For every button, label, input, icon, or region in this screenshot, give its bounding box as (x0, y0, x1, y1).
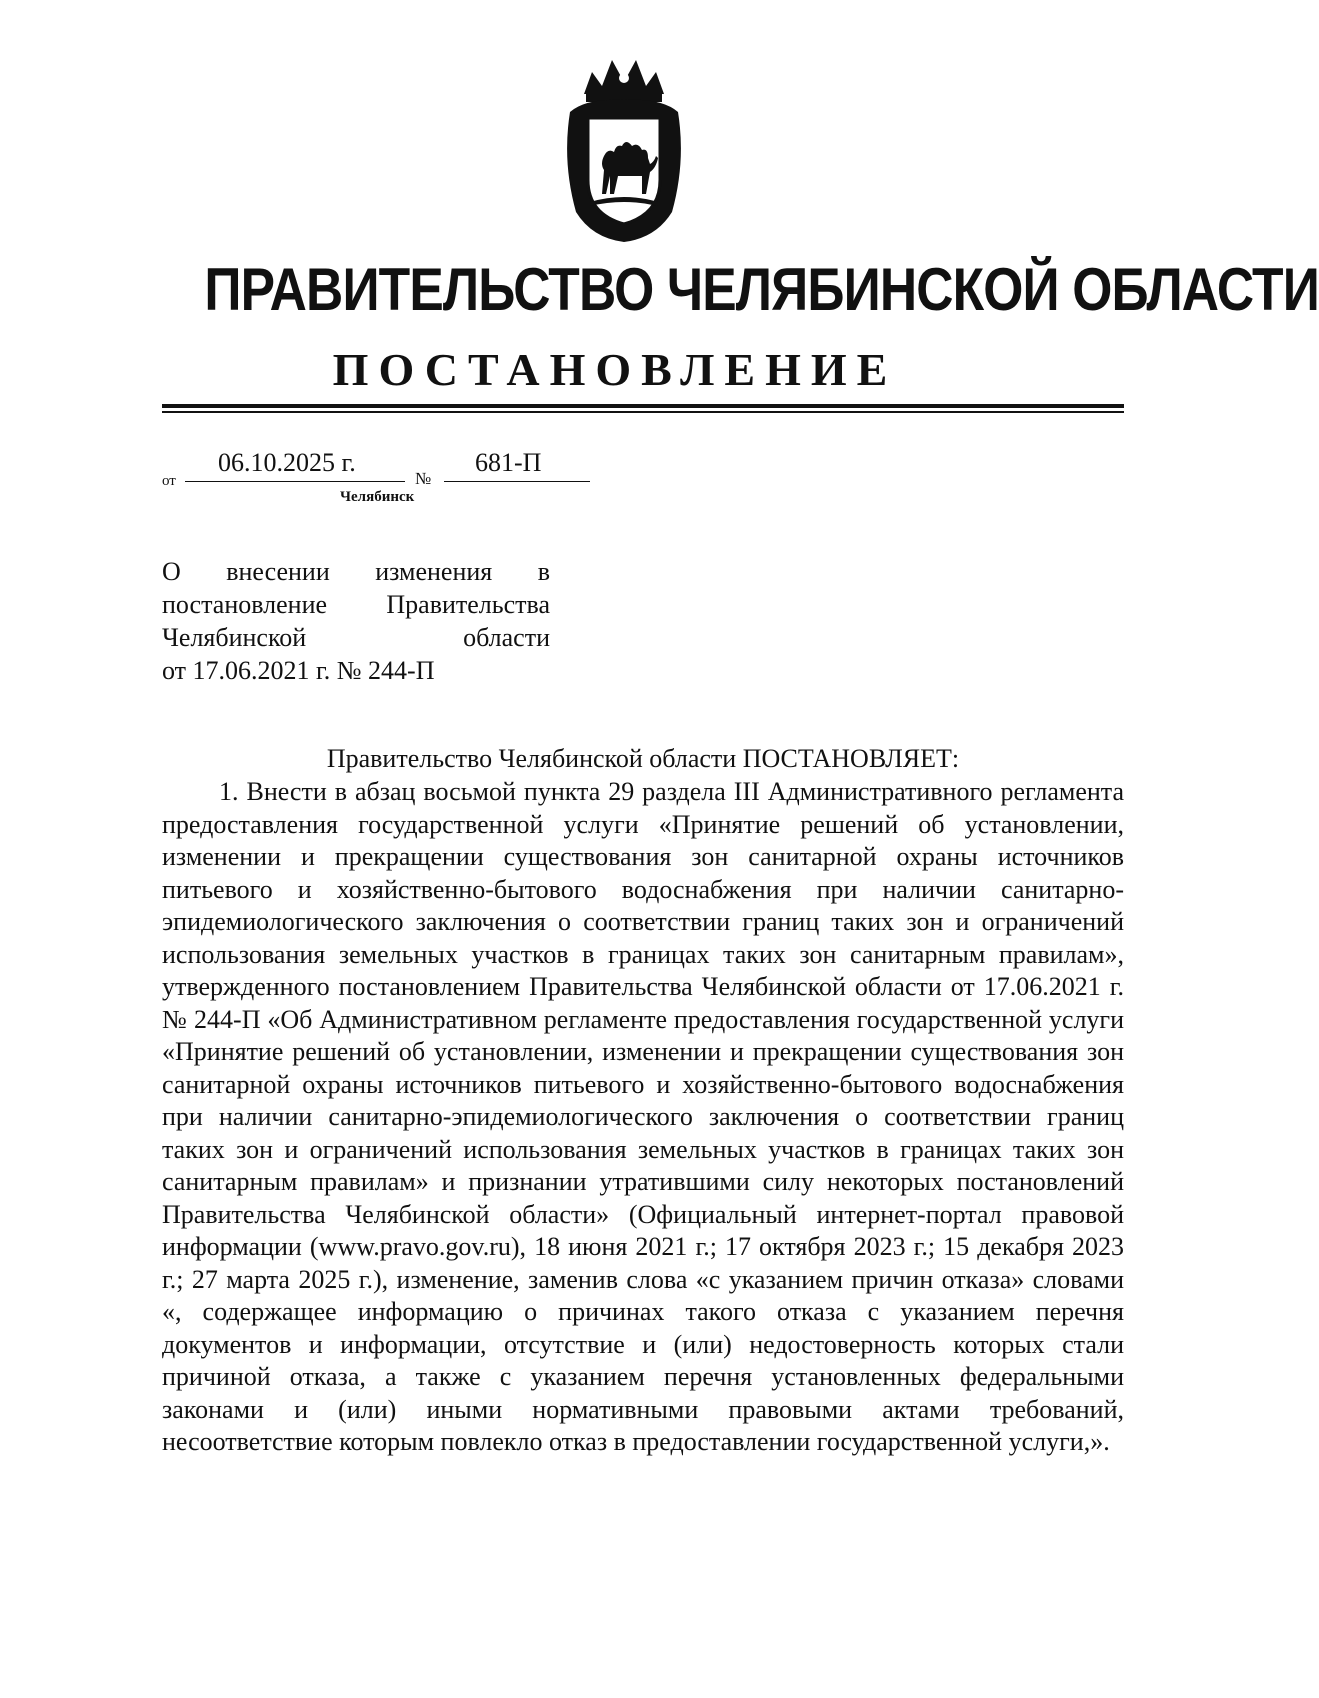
subject-line: постановление Правительства (162, 590, 550, 619)
government-name: ПРАВИТЕЛЬСТВО ЧЕЛЯБИНСКОЙ ОБЛАСТИ (204, 256, 1319, 323)
number-label: № (415, 469, 432, 488)
subject-line: О внесении изменения в (162, 557, 550, 586)
preamble: Правительство Челябинской области ПОСТАНОВЛЯЕТ: (326, 744, 960, 773)
date-underline (185, 481, 405, 482)
document-type-title: ПОСТАНОВЛЕНИЕ (332, 344, 898, 395)
paragraph-1: 1. Внести в абзац восьмой пункта 29 раздела III Административного регламента предоставления государственной услуги «Принятие решений об установлении, изменении и прекращении существования зон санитарной охраны источников питьевого и хозяйственно-бытового водоснабжения при наличии санитарно-эпидемиологического заключения о соответствии границ таких зон и ограничений использования земельных участков в границах таких зон санитарным правилам», утвержденного постановлением Правительства Челябинской области от 17.06.2021 г. № 244-П «Об Административном регламенте предоставления государственной услуги «Принятие решений об установлении, изменении и прекращении существования зон санитарной охраны источников питьевого и хозяйственно-бытового водоснабжения при наличии санитарно-эпидемиологического заключения о соответствии границ таких зон и ограничений использования земельных участков в границах таких зон санитарным правилам» и признании утратившими силу некоторых постановлений Правительства Челябинской области» (Официальный интернет-портал правовой информации (www.pravo.gov.ru), 18 июня 2021 г.; 17 октября 2023 г.; 15 декабря 2023 г.; 27 марта 2025 г.), изменение, заменив слова «с указанием причин отказа» словами «, содержащее информацию о причинах такого отказа с указанием перечня документов и информации, отсутствие и (или) недостоверность которых стали причиной отказа, а также с указанием перечня установленных федеральными законами и (или) иными нормативными правовыми актами требований, несоответствие которым повлекло отказ в предоставлении государственной услуги,». (162, 777, 1124, 1456)
document-number: 681-П (475, 448, 542, 477)
coat-of-arms-emblem (562, 52, 686, 242)
subject-line: от 17.06.2021 г. № 244-П (162, 656, 435, 685)
city-name: Челябинск (340, 489, 415, 505)
header-divider-thin (162, 411, 1124, 413)
document-subject (162, 555, 550, 687)
document-date: 06.10.2025 г. (218, 448, 356, 477)
number-underline (444, 481, 590, 482)
header-divider-thick (162, 404, 1124, 408)
subject-line: Челябинской области (162, 623, 550, 652)
from-label: от (162, 473, 176, 489)
